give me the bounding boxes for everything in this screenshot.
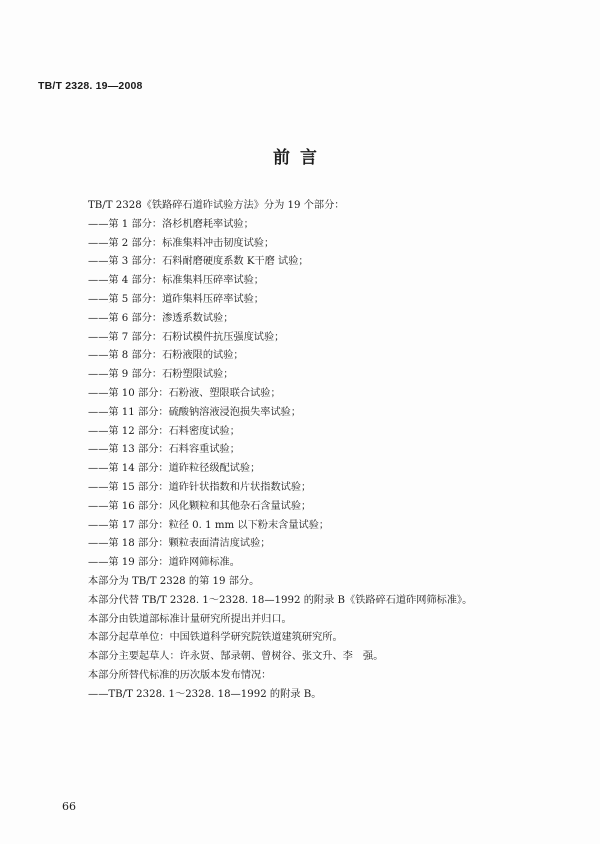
foreword-body [88,197,558,705]
part-item-12: ——第 12 部分：石料密度试验； [88,425,240,437]
part-item-9: ——第 9 部分：石粉塑限试验； [88,369,234,381]
part-item-1: ——第 1 部分：洛杉机磨耗率试验； [88,218,254,230]
part-item-3: ——第 3 部分：石料耐磨硬度系数 K干磨 试验； [88,256,309,268]
part-item-2: ——第 2 部分：标准集料冲击韧度试验； [88,237,275,249]
intro-text: TB/T 2328《铁路碎石道砟试验方法》分为 19 个部分： [88,200,345,211]
note-previous-editions: 本部分所替代标准的历次版本发布情况： [88,669,272,681]
part-item-7: ——第 7 部分：石粉试模件抗压强度试验； [88,331,285,343]
page-number: 66 [62,800,76,813]
part-item-5: ——第 5 部分：道砟集料压碎率试验； [88,293,264,305]
note-proposed-by: 本部分由铁道部标准计量研究所提出并归口。 [88,613,292,625]
part-item-4: ——第 4 部分：标准集料压碎率试验； [88,275,264,287]
part-item-15: ——第 15 部分：道砟针状指数和片状指数试验； [88,481,312,493]
part-item-18: ——第 18 部分：颗粒表面清洁度试验； [88,538,271,550]
note-replaces: 本部分代替 TB/T 2328. 1～2328. 18—1992 的附录 B《铁路碎石道砟网筛标准》。 [88,594,473,606]
part-item-16: ——第 16 部分：风化颗粒和其他杂石含量试验； [88,500,312,512]
part-item-10: ——第 10 部分：石粉液、塑限联合试验； [88,387,281,399]
part-item-11: ——第 11 部分：硫酸钠溶液浸泡损失率试验； [88,406,302,418]
part-item-8: ——第 8 部分：石粉液限的试验； [88,350,244,362]
standard-code: TB/T 2328. 19—2008 [38,80,143,92]
note-previous-edition-item: ——TB/T 2328. 1～2328. 18—1992 的附录 B。 [88,688,322,700]
note-drafters: 本部分主要起草人：许永贤、郜录朝、曾树谷、张文升、李 强。 [88,651,384,663]
part-item-13: ——第 13 部分：石料容重试验； [88,444,240,456]
part-item-14: ——第 14 部分：道砟粒径级配试验； [88,463,261,475]
page-title: 前言 [273,148,327,168]
note-drafting-unit: 本部分起草单位：中国铁道科学研究院铁道建筑研究所。 [88,632,343,644]
part-item-19: ——第 19 部分：道砟网筛标准。 [88,557,240,569]
part-item-17: ——第 17 部分：粒径 0. 1 mm 以下粉末含量试验； [88,519,330,531]
note-part-number: 本部分为 TB/T 2328 的第 19 部分。 [88,575,260,587]
part-item-6: ——第 6 部分：渗透系数试验； [88,312,234,324]
